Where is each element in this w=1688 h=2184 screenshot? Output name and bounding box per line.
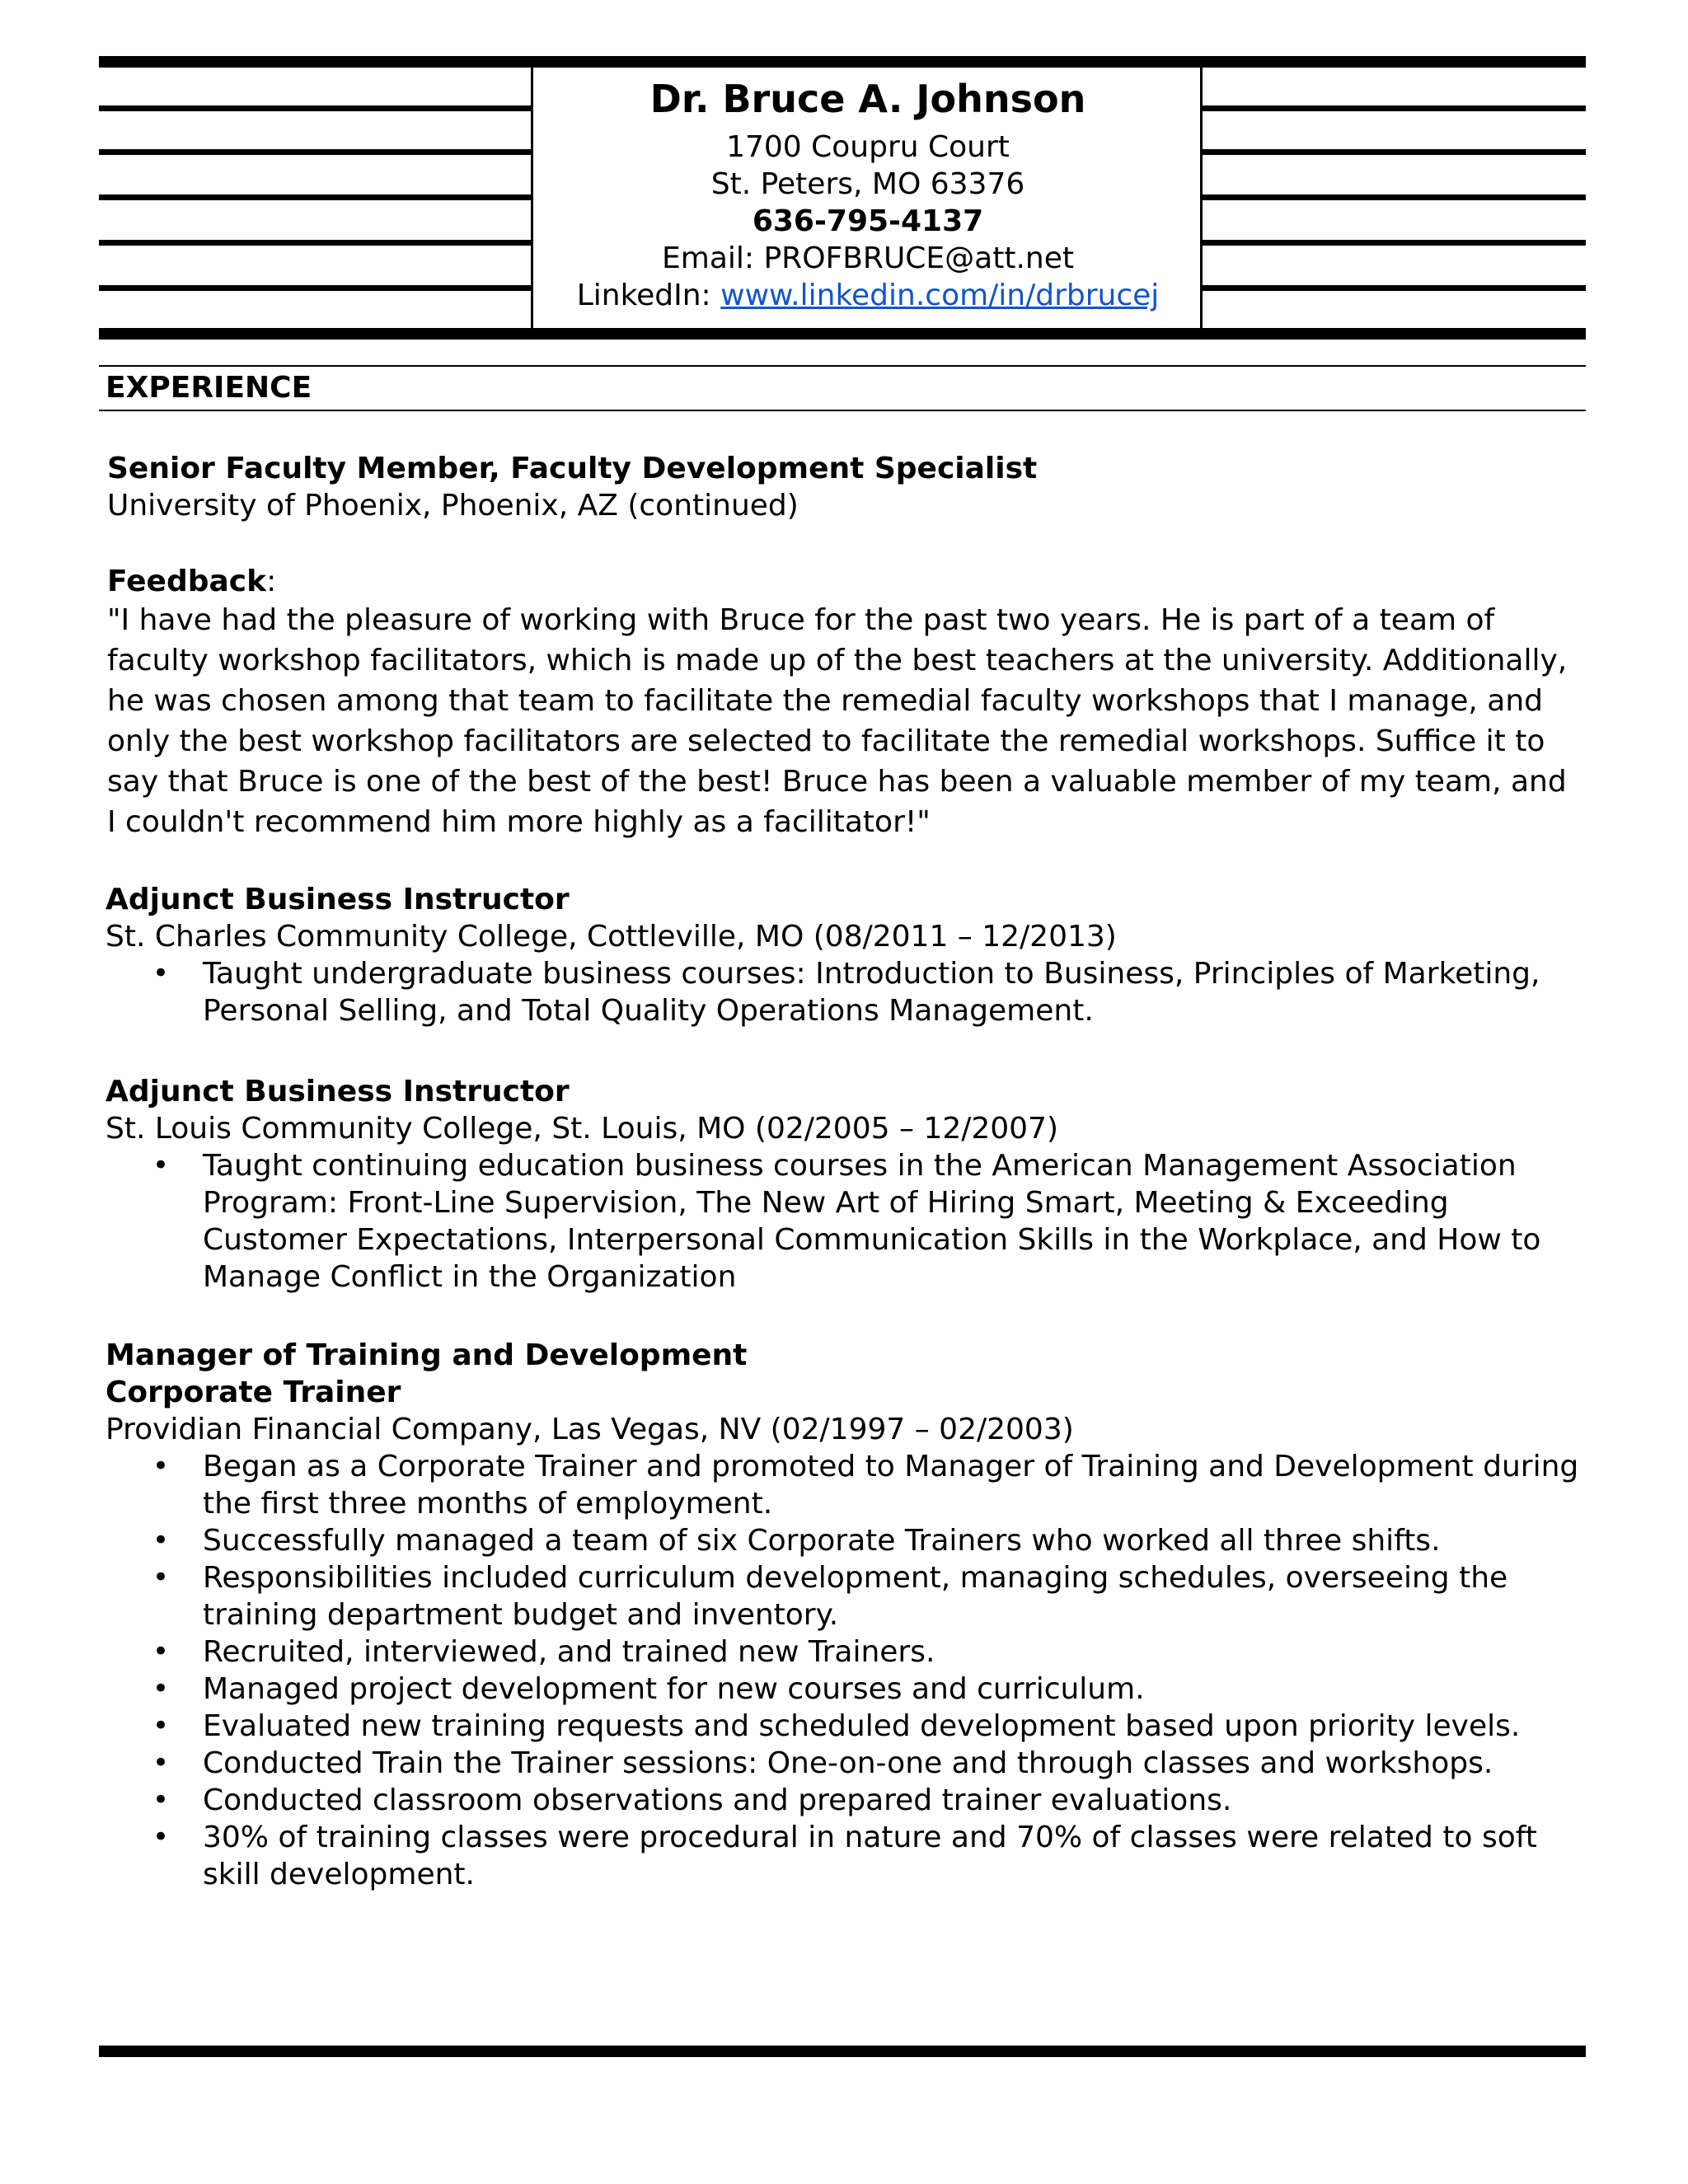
list-item <box>106 1782 1581 1819</box>
email-line <box>534 240 1202 277</box>
header-right-line <box>1203 105 1586 111</box>
bullet-glyph: • <box>152 1635 170 1668</box>
header-bottom-rule <box>99 328 1586 340</box>
candidate-name: Dr. Bruce A. Johnson <box>649 77 1086 121</box>
job-bullet-list <box>106 1448 1581 1893</box>
list-item <box>106 955 1581 1029</box>
bullet-text: Began as a Corporate Trainer and promoted to Manager of Training and Development during the first three months of employment. <box>203 1450 1579 1521</box>
list-item <box>106 1671 1581 1708</box>
header-right-line <box>1203 194 1586 200</box>
header-left-line <box>99 240 531 246</box>
header-left-line <box>99 285 531 291</box>
header-left-line <box>99 105 531 111</box>
bullet-text: Recruited, interviewed, and trained new Trainers. <box>203 1635 935 1669</box>
list-item <box>106 1633 1581 1671</box>
bullet-text: Conducted classroom observations and prepared trainer evaluations. <box>203 1783 1232 1817</box>
job-title: Manager of Training and Development <box>106 1338 748 1372</box>
phone-number: 636-795-4137 <box>752 204 984 238</box>
bullet-glyph: • <box>152 1783 170 1816</box>
job-title: Adjunct Business Instructor <box>106 883 570 916</box>
list-item <box>106 1708 1581 1745</box>
bullet-text: Successfully managed a team of six Corporate Trainers who worked all three shifts. <box>203 1524 1441 1558</box>
contact-block <box>534 69 1202 314</box>
email-label: Email: <box>662 241 755 275</box>
job-organization: St. Louis Community College, St. Louis, MO (02/2005 – 12/2007) <box>106 1112 1059 1146</box>
feedback-block <box>107 563 1582 842</box>
job-title: Senior Faculty Member, Faculty Development Specialist <box>107 452 1038 485</box>
bullet-glyph: • <box>152 1149 170 1182</box>
list-item <box>106 1819 1581 1893</box>
bullet-glyph: • <box>152 1709 170 1742</box>
bullet-glyph: • <box>152 1746 170 1779</box>
bullet-text: Conducted Train the Trainer sessions: One-on-one and through classes and workshops. <box>203 1746 1493 1780</box>
job-entry <box>106 1337 1581 1893</box>
job-entry <box>107 450 1582 524</box>
linkedin-link[interactable]: www.linkedin.com/in/drbrucej <box>720 279 1160 312</box>
bullet-text: Evaluated new training requests and scheduled development based upon priority levels. <box>203 1709 1521 1743</box>
header-left-line <box>99 149 531 155</box>
bullet-text: Managed project development for new courses and curriculum. <box>203 1672 1145 1706</box>
bullet-text: Responsibilities included curriculum development, managing schedules, overseeing the training department budget and inventory. <box>203 1561 1508 1632</box>
address-line-1: 1700 Coupru Court <box>726 130 1010 164</box>
linkedin-line <box>534 277 1202 314</box>
list-item <box>106 1745 1581 1782</box>
job-bullet-list <box>106 1147 1581 1296</box>
list-item <box>106 1522 1581 1559</box>
section-top-rule <box>99 365 1586 367</box>
feedback-quote: "I have had the pleasure of working with Bruce for the past two years. He is part of a team of faculty workshop facilitators, which is made up of the best teachers at the university. Additionally, he was chosen among that team to facilitate the remedial faculty workshops that I manage, and only the best workshop facilitators are selected to facilitate the remedial workshops. Suffice it to say that Bruce is one of the best of the best! Bruce has been a valuable member of my team, and I couldn't recommend him more highly as a facilitator!" <box>107 603 1568 839</box>
bullet-glyph: • <box>152 1672 170 1705</box>
bullet-text: Taught undergraduate business courses: Introduction to Business, Principles of Marketing, Personal Selling, and Total Quality Operations Management. <box>203 957 1540 1028</box>
email-address: PROFBRUCE@att.net <box>763 241 1074 275</box>
bullet-glyph: • <box>152 1821 170 1854</box>
header-left-divider <box>531 66 533 330</box>
section-bottom-rule <box>99 410 1586 411</box>
header-right-line <box>1203 240 1586 246</box>
header-right-line <box>1203 149 1586 155</box>
job-title: Adjunct Business Instructor <box>106 1075 570 1108</box>
job-organization: St. Charles Community College, Cottleville, MO (08/2011 – 12/2013) <box>106 920 1117 954</box>
list-item <box>106 1448 1581 1522</box>
bullet-glyph: • <box>152 1561 170 1594</box>
bullet-glyph: • <box>152 1450 170 1483</box>
job-organization: University of Phoenix, Phoenix, AZ (continued) <box>107 489 799 523</box>
header-left-line <box>99 194 531 200</box>
job-bullet-list <box>106 955 1581 1029</box>
list-item <box>106 1559 1581 1633</box>
bullet-text: Taught continuing education business courses in the American Management Association Program: Front-Line Supervision, The New Art of Hiring Smart, Meeting & Exceeding Customer Expectations, Interpersonal Communication Skills in the Workplace, and How to Manage Conflict in the Organization <box>203 1149 1541 1294</box>
feedback-colon: : <box>266 565 277 598</box>
address-line-2: St. Peters, MO 63376 <box>710 167 1025 201</box>
job-entry <box>106 881 1581 1029</box>
section-heading-experience: EXPERIENCE <box>106 371 312 405</box>
bullet-text: 30% of training classes were procedural in nature and 70% of classes were related to soft skill development. <box>203 1821 1537 1891</box>
header-top-rule <box>99 56 1586 68</box>
bullet-glyph: • <box>152 1524 170 1557</box>
feedback-heading <box>107 563 1582 600</box>
bullet-glyph: • <box>152 957 170 990</box>
list-item <box>106 1147 1581 1296</box>
job-organization: Providian Financial Company, Las Vegas, NV (02/1997 – 02/2003) <box>106 1413 1074 1446</box>
feedback-label: Feedback <box>107 565 267 598</box>
header-right-line <box>1203 285 1586 291</box>
job-entry <box>106 1073 1581 1296</box>
footer-rule <box>99 2046 1586 2057</box>
job-title-secondary: Corporate Trainer <box>106 1376 401 1409</box>
linkedin-label: LinkedIn: <box>576 279 711 312</box>
